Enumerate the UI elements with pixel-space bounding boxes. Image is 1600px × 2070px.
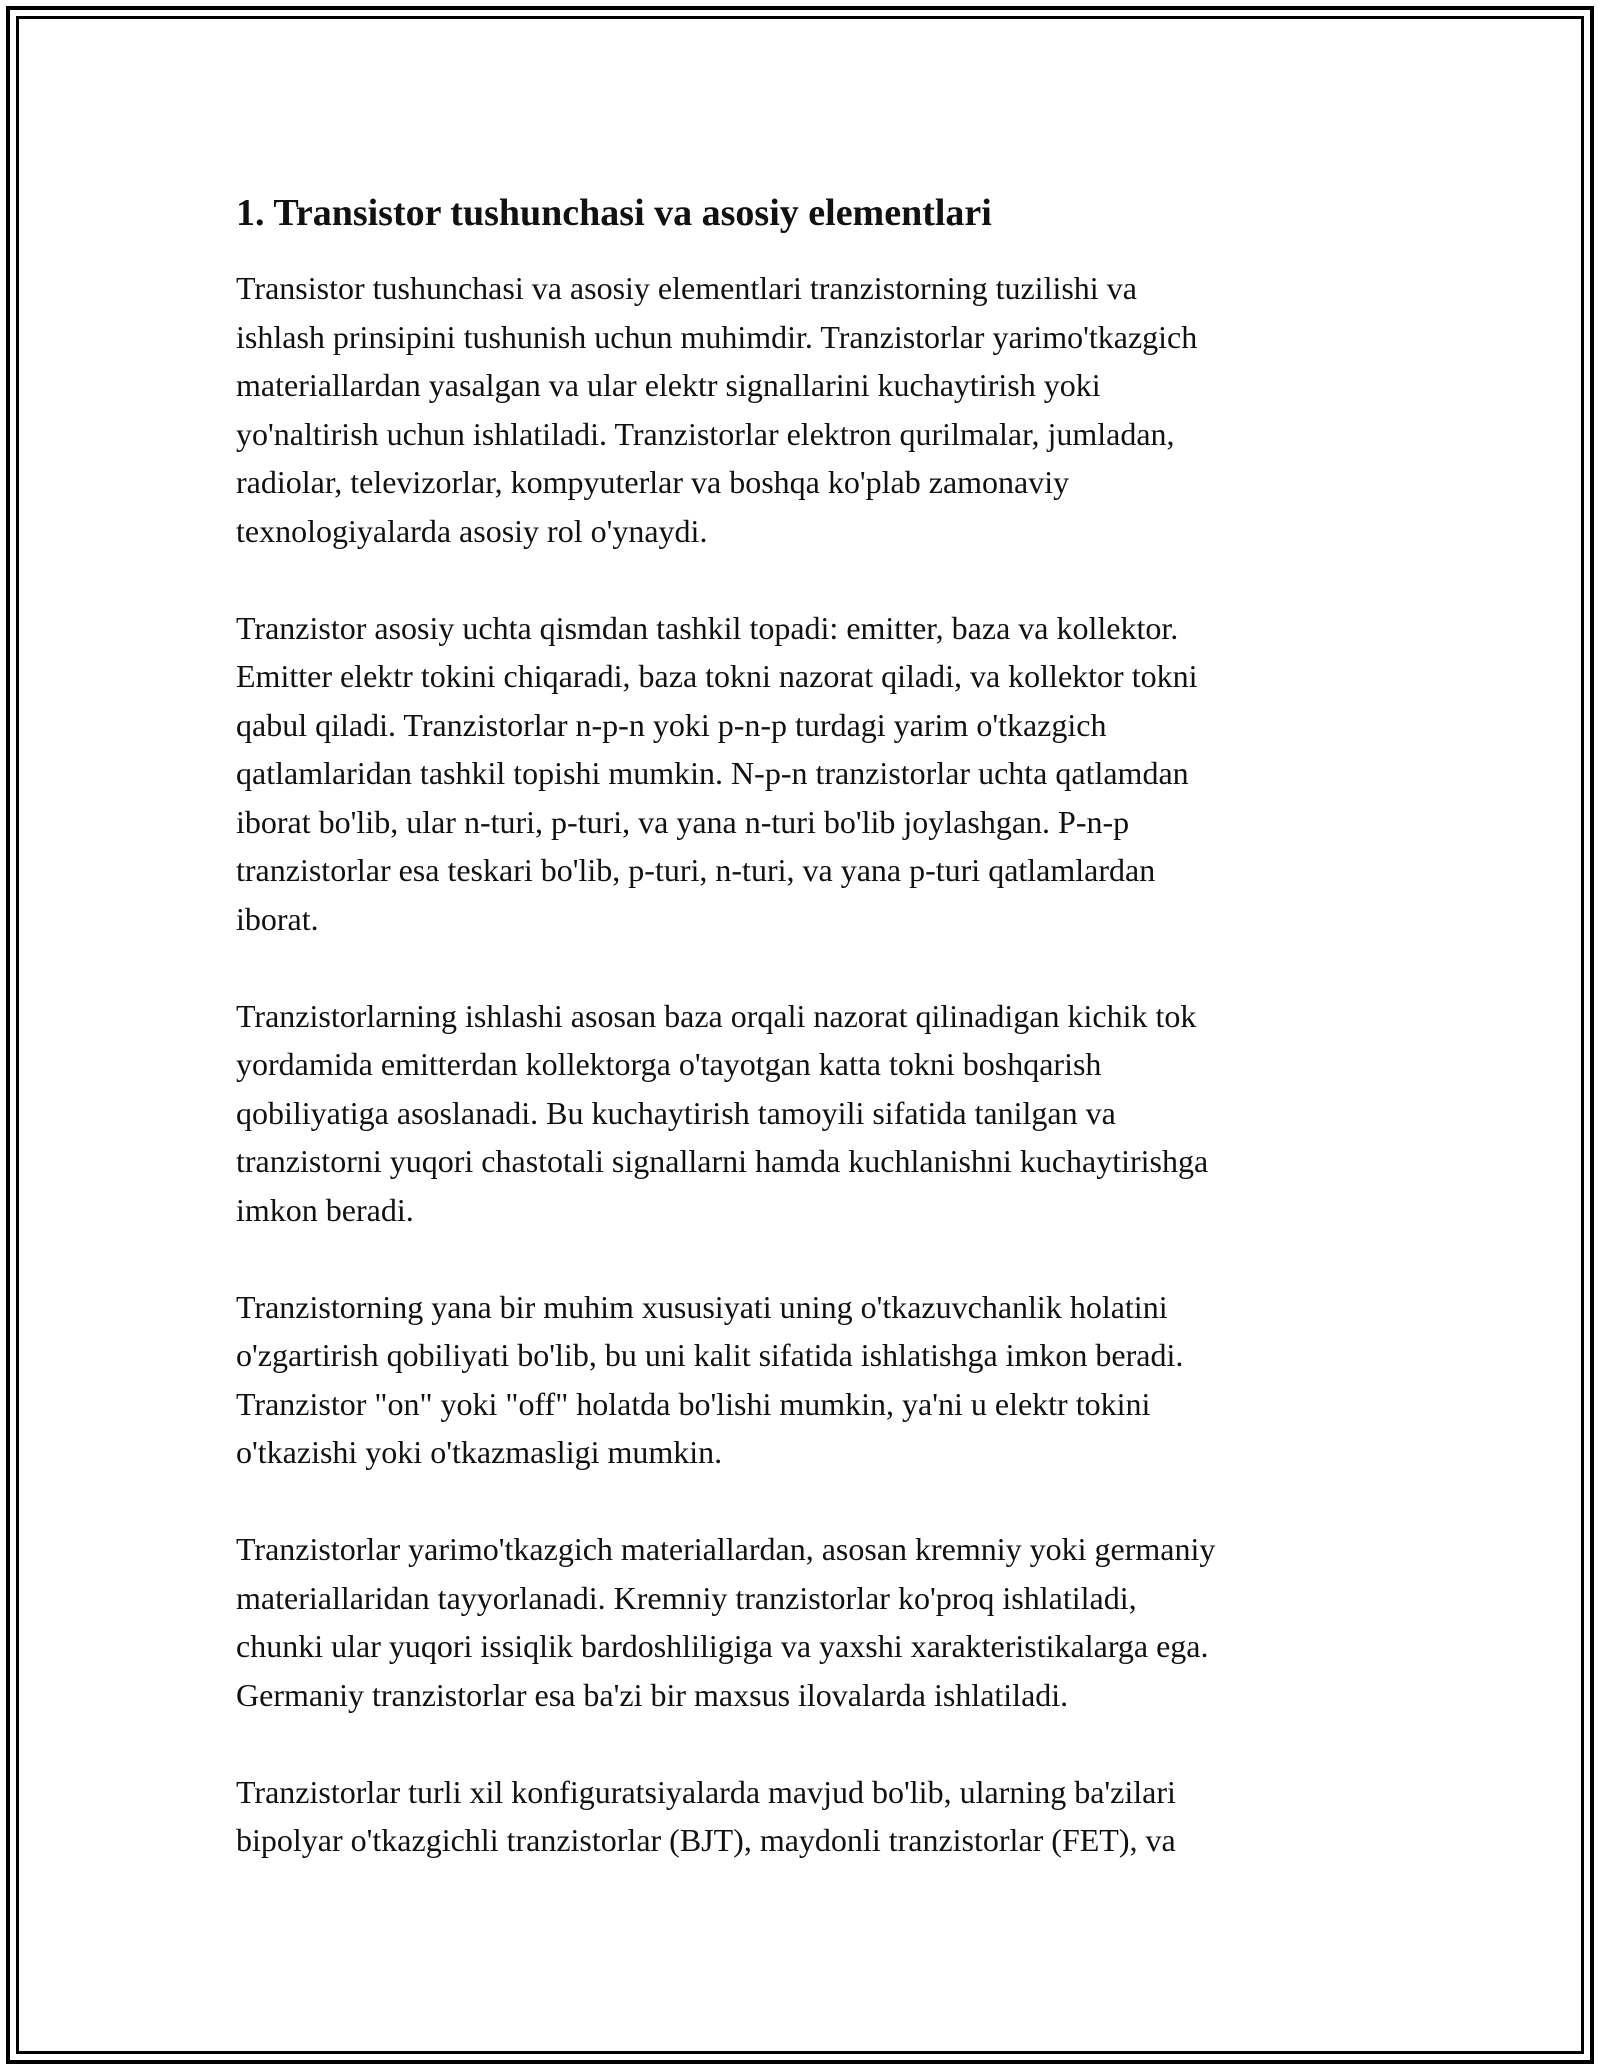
paragraph-intro: Transistor tushunchasi va asosiy elementlari tranzistorning tuzilishi va ishlash prinsipini tushunish uchun muhimdir. Tranzistorlar yarimo'tkazgich materiallardan yasalgan va ular elektr signallarini kuchaytirish yoki yo'naltirish uchun ishlatiladi. Tranzistorlar elektron qurilmalar, jumladan, radiolar, televizorlar, kompyuterlar va boshqa ko'plab zamonaviy texnologiyalarda asosiy rol o'ynaydi. [236, 270, 1198, 549]
paragraph-materials: Tranzistorlar yarimo'tkazgich materiallardan, asosan kremniy yoki germaniy materiallaridan tayyorlanadi. Kremniy tranzistorlar ko'proq ishlatiladi, chunki ular yuqori issiqlik bardoshliligiga va yaxshi xarakteristikalarga ega. Germaniy tranzistorlar esa ba'zi bir maxsus ilovalarda ishlatiladi. [236, 1531, 1216, 1713]
paragraph-operation: Tranzistorlarning ishlashi asosan baza orqali nazorat qilinadigan kichik tok yordamida emitterdan kollektorga o'tayotgan katta tokni boshqarish qobiliyatiga asoslanadi. Bu kuchaytirish tamoyili sifatida tanilgan va tranzistorni yuqori chastotali signallarni hamda kuchlanishni kuchaytirishga imkon beradi. [236, 997, 1209, 1228]
section-heading: 1. Transistor tushunchasi va asosiy elementlari [236, 192, 992, 234]
paragraph-switching: Tranzistorning yana bir muhim xususiyati uning o'tkazuvchanlik holatini o'zgartirish qobiliyati bo'lib, bu uni kalit sifatida ishlatishga imkon beradi. Tranzistor "on" yoki "off" holatda bo'lishi mumkin, ya'ni u elektr tokini o'tkazishi yoki o'tkazmasligi mumkin. [236, 1288, 1184, 1470]
document-body [236, 186, 1376, 1913]
paragraph-structure: Tranzistor asosiy uchta qismdan tashkil topadi: emitter, baza va kollektor. Emitter elektr tokini chiqaradi, baza tokni nazorat qiladi, va kollektor tokni qabul qiladi. Tranzistorlar n-p-n yoki p-n-p turdagi yarim o'tkazgich qatlamlaridan tashkil topishi mumkin. N-p-n tranzistorlar uchta qatlamdan iborat bo'lib, ular n-turi, p-turi, va yana n-turi bo'lib joylashgan. P-n-p tranzistorlar esa teskari bo'lib, p-turi, n-turi, va yana p-turi qatlamlardan iborat. [236, 609, 1198, 937]
paragraph-configurations: Tranzistorlar turli xil konfiguratsiyalarda mavjud bo'lib, ularning ba'zilari bipolyar o'tkazgichli tranzistorlar (BJT), maydonli tranzistorlar (FET), va [236, 1773, 1176, 1858]
